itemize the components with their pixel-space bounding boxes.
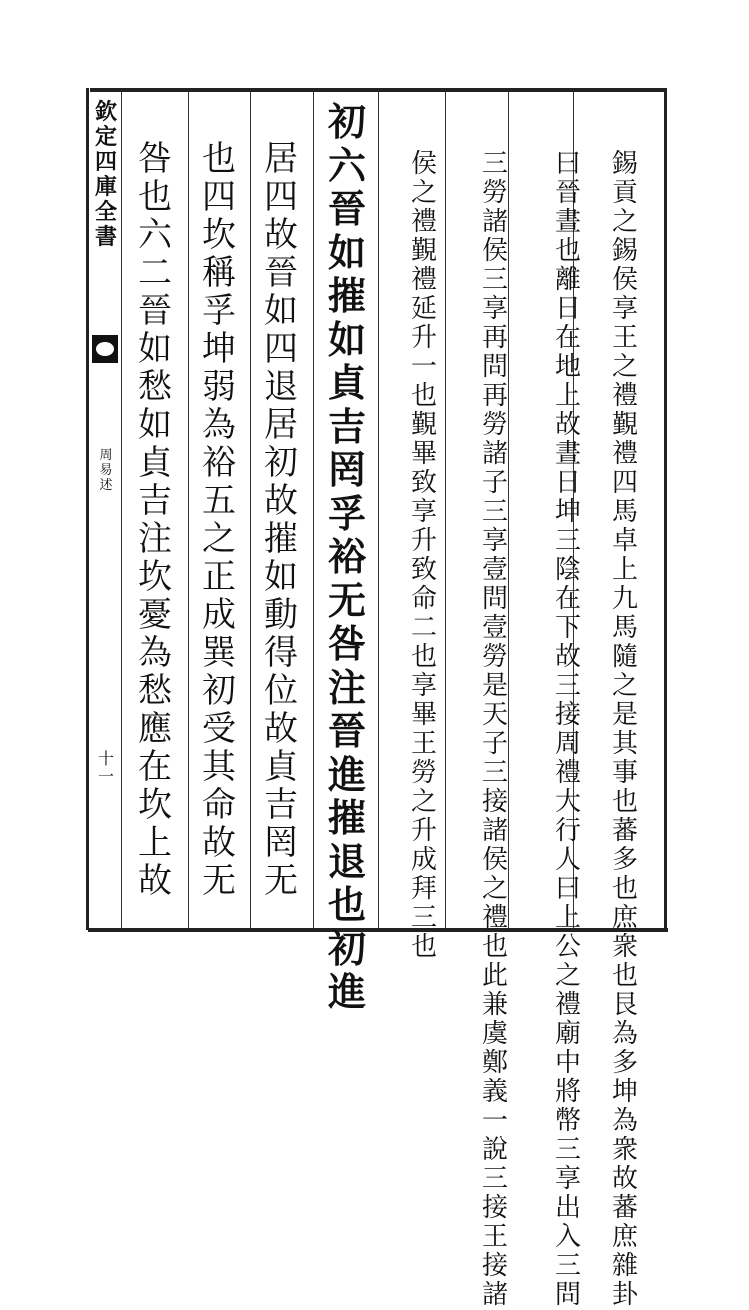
chapter-title: 周易述 (99, 448, 113, 493)
text-column-4: 侯之禮覲禮延升一也覲畢致享升致命二也享畢王勞之升成拜三也 (410, 149, 437, 962)
text-column-1: 錫貢之錫侯享王之禮覲禮四馬卓上九馬隨之是其事也蕃多也庶衆也艮為多坤為衆故蕃庶雜卦 (611, 149, 638, 1310)
column-rule (121, 92, 122, 928)
text-column-2: 曰晉晝也離日在地上故晝日坤三陰在下故三接周禮大行人曰上公之禮廟中將幣三享出入三問 (554, 149, 581, 1310)
column-rule (445, 92, 446, 928)
book-title: 欽定四庫全書 (94, 99, 117, 250)
column-rule (250, 92, 251, 928)
frame-right-border (664, 88, 667, 930)
fish-tail-mark (92, 335, 118, 363)
column-rule (313, 92, 314, 928)
column-rule (188, 92, 189, 928)
column-rule (378, 92, 379, 928)
text-column-7: 也四坎稱孚坤弱為裕五之正成巽初受其命故无 (202, 139, 236, 901)
text-column-6: 居四故晉如四退居初故摧如動得位故貞吉罔无 (264, 139, 298, 901)
text-column-5: 初六晉如摧如貞吉罔孚裕无咎注晉進摧退也初進 (327, 99, 366, 1014)
text-column-8: 咎也六二晉如愁如貞吉注坎憂為愁應在坎上故 (138, 139, 172, 901)
text-column-3: 三勞諸侯三享再問再勞諸子三享壹問壹勞是天子三接諸侯之禮也此兼虞鄭義一說三接王接諸 (481, 149, 508, 1310)
page-number: 十一 (97, 749, 114, 786)
